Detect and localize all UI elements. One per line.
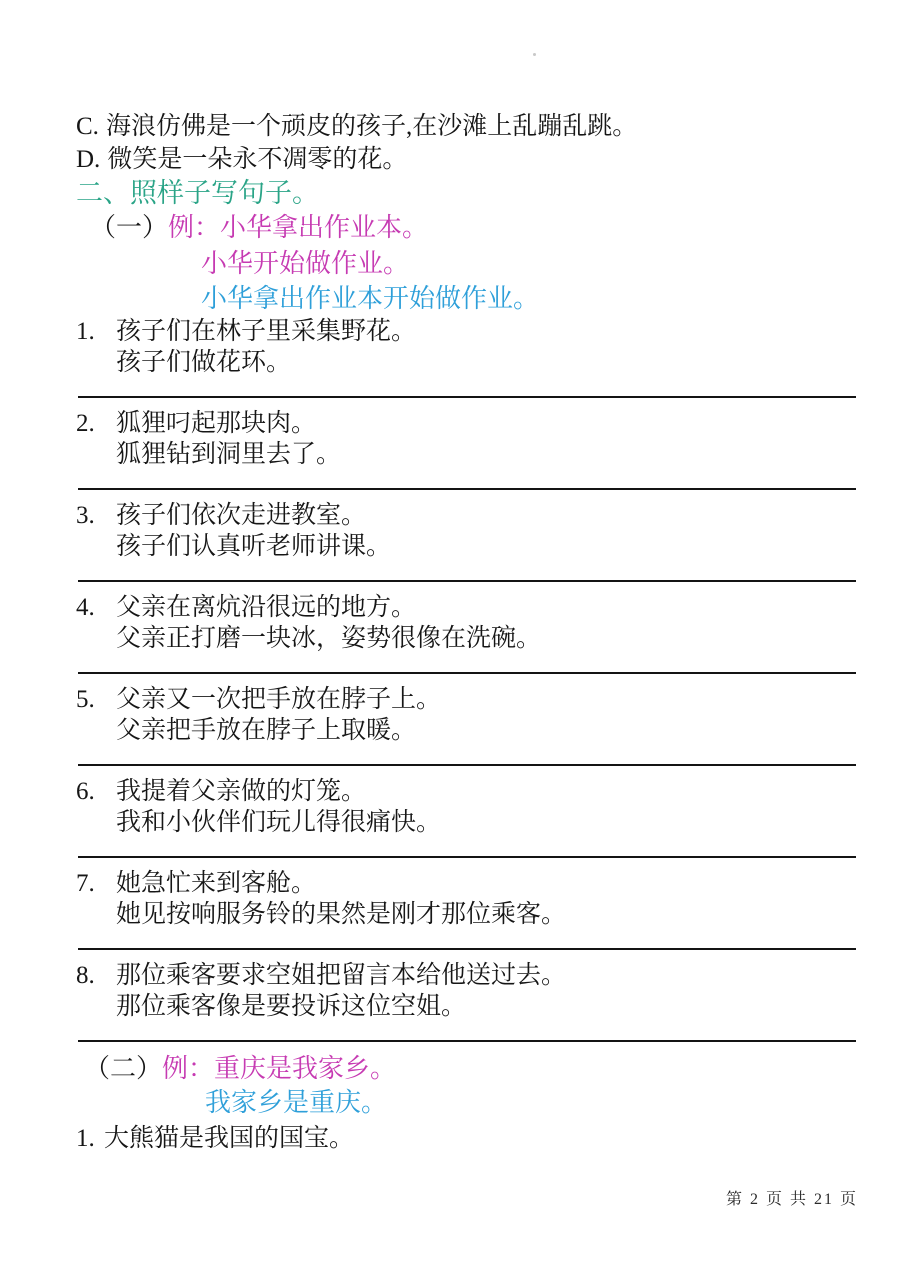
exercise-first-line bbox=[76, 316, 858, 347]
answer-line bbox=[78, 580, 856, 582]
option-row-c bbox=[76, 110, 858, 143]
exercise-sentence-1: 孩子们依次走进教室。 bbox=[116, 502, 367, 529]
exercise-first-line bbox=[76, 500, 858, 531]
exercise-item bbox=[76, 684, 858, 766]
exercise-number: 7. bbox=[76, 870, 95, 897]
exercise-second-line bbox=[76, 623, 858, 654]
option-row-d bbox=[76, 143, 858, 176]
exercise-item bbox=[76, 500, 858, 582]
exercise-sentence-1: 她急忙来到客舱。 bbox=[116, 870, 317, 897]
answer-line bbox=[78, 396, 856, 398]
example-label: 例： bbox=[168, 213, 221, 242]
exercise-item bbox=[76, 408, 858, 490]
exercise-item bbox=[76, 960, 858, 1042]
exercise-sentence-1: 我提着父亲做的灯笼。 bbox=[116, 778, 367, 805]
exercise-first-line bbox=[76, 408, 858, 439]
exercise-second-line bbox=[76, 531, 858, 562]
scan-artifact-dot bbox=[533, 53, 536, 56]
exercise-first-line bbox=[76, 776, 858, 807]
exercise-second-line bbox=[76, 347, 858, 378]
final-item-text: 大熊猫是我国的国宝。 bbox=[104, 1125, 355, 1152]
exercise-sentence-1: 父亲又一次把手放在脖子上。 bbox=[116, 686, 442, 713]
option-text: 海浪仿佛是一个顽皮的孩子,在沙滩上乱蹦乱跳。 bbox=[105, 113, 638, 140]
answer-line bbox=[78, 764, 856, 766]
exercise-number: 1. bbox=[76, 318, 95, 345]
example-row bbox=[76, 210, 858, 246]
exercise-second-line bbox=[76, 807, 858, 838]
example-sentence-source: 小华拿出作业本。 bbox=[220, 213, 429, 242]
exercise-number: 3. bbox=[76, 502, 95, 529]
exercise-sentence-2: 狐狸钻到洞里去了。 bbox=[116, 441, 342, 468]
example-block-one bbox=[76, 210, 858, 316]
exercise-number: 2. bbox=[76, 410, 95, 437]
exercise-sentence-2: 父亲把手放在脖子上取暖。 bbox=[116, 717, 417, 744]
final-item bbox=[76, 1122, 858, 1156]
exercise-sentence-1: 狐狸叼起那块肉。 bbox=[116, 410, 317, 437]
exercise-item bbox=[76, 592, 858, 674]
example-sentence-source: 重庆是我家乡。 bbox=[214, 1054, 397, 1083]
exercise-sentence-2: 孩子们做花环。 bbox=[116, 349, 292, 376]
exercise-number: 6. bbox=[76, 778, 95, 805]
option-text: 微笑是一朵永不凋零的花。 bbox=[107, 146, 408, 173]
section-heading: 二、照样子写句子。 bbox=[76, 178, 319, 208]
exercise-sentence-1: 父亲在离炕沿很远的地方。 bbox=[116, 594, 417, 621]
answer-line bbox=[78, 488, 856, 490]
exercise-first-line bbox=[76, 592, 858, 623]
exercise-sentence-1: 那位乘客要求空姐把留言本给他送过去。 bbox=[116, 962, 567, 989]
exercise-item bbox=[76, 316, 858, 398]
answer-line bbox=[78, 948, 856, 950]
example-sentence-second: 小华开始做作业。 bbox=[201, 249, 410, 278]
exercise-first-line bbox=[76, 868, 858, 899]
example-label: 例： bbox=[162, 1054, 215, 1083]
option-label: C. bbox=[76, 113, 99, 140]
example-row bbox=[76, 1052, 858, 1086]
exercise-sentence-2: 那位乘客像是要投诉这位空姐。 bbox=[116, 993, 467, 1020]
option-label: D. bbox=[76, 146, 101, 173]
answer-line bbox=[78, 856, 856, 858]
exercise-second-line bbox=[76, 991, 858, 1022]
exercise-second-line bbox=[76, 715, 858, 746]
exercise-sentence-2: 她见按响服务铃的果然是刚才那位乘客。 bbox=[116, 901, 567, 928]
exercise-item bbox=[76, 868, 858, 950]
example-sentence-swapped: 我家乡是重庆。 bbox=[205, 1088, 388, 1117]
exercise-list bbox=[76, 316, 858, 1042]
example-sentence-combined: 小华拿出作业本开始做作业。 bbox=[201, 284, 540, 313]
exercise-number: 4. bbox=[76, 594, 95, 621]
exercise-number: 8. bbox=[76, 962, 95, 989]
example-prefix: （二） bbox=[84, 1054, 163, 1083]
exercise-sentence-1: 孩子们在林子里采集野花。 bbox=[116, 318, 417, 345]
page-footer: 第 2 页 共 21 页 bbox=[725, 1191, 858, 1208]
answer-line bbox=[78, 672, 856, 674]
exercise-first-line bbox=[76, 960, 858, 991]
exercise-second-line bbox=[76, 899, 858, 930]
exercise-first-line bbox=[76, 684, 858, 715]
exercise-sentence-2: 我和小伙伴们玩儿得很痛快。 bbox=[116, 809, 442, 836]
exercise-second-line bbox=[76, 439, 858, 470]
exercise-sentence-2: 孩子们认真听老师讲课。 bbox=[116, 533, 392, 560]
exercise-sentence-2: 父亲正打磨一块冰，姿势很像在洗碗。 bbox=[116, 625, 542, 652]
answer-line bbox=[78, 1040, 856, 1042]
exercise-number: 5. bbox=[76, 686, 95, 713]
example-block-two bbox=[76, 1052, 858, 1119]
example-prefix: （一） bbox=[90, 213, 169, 242]
final-item-number: 1. bbox=[76, 1125, 95, 1152]
exercise-item bbox=[76, 776, 858, 858]
